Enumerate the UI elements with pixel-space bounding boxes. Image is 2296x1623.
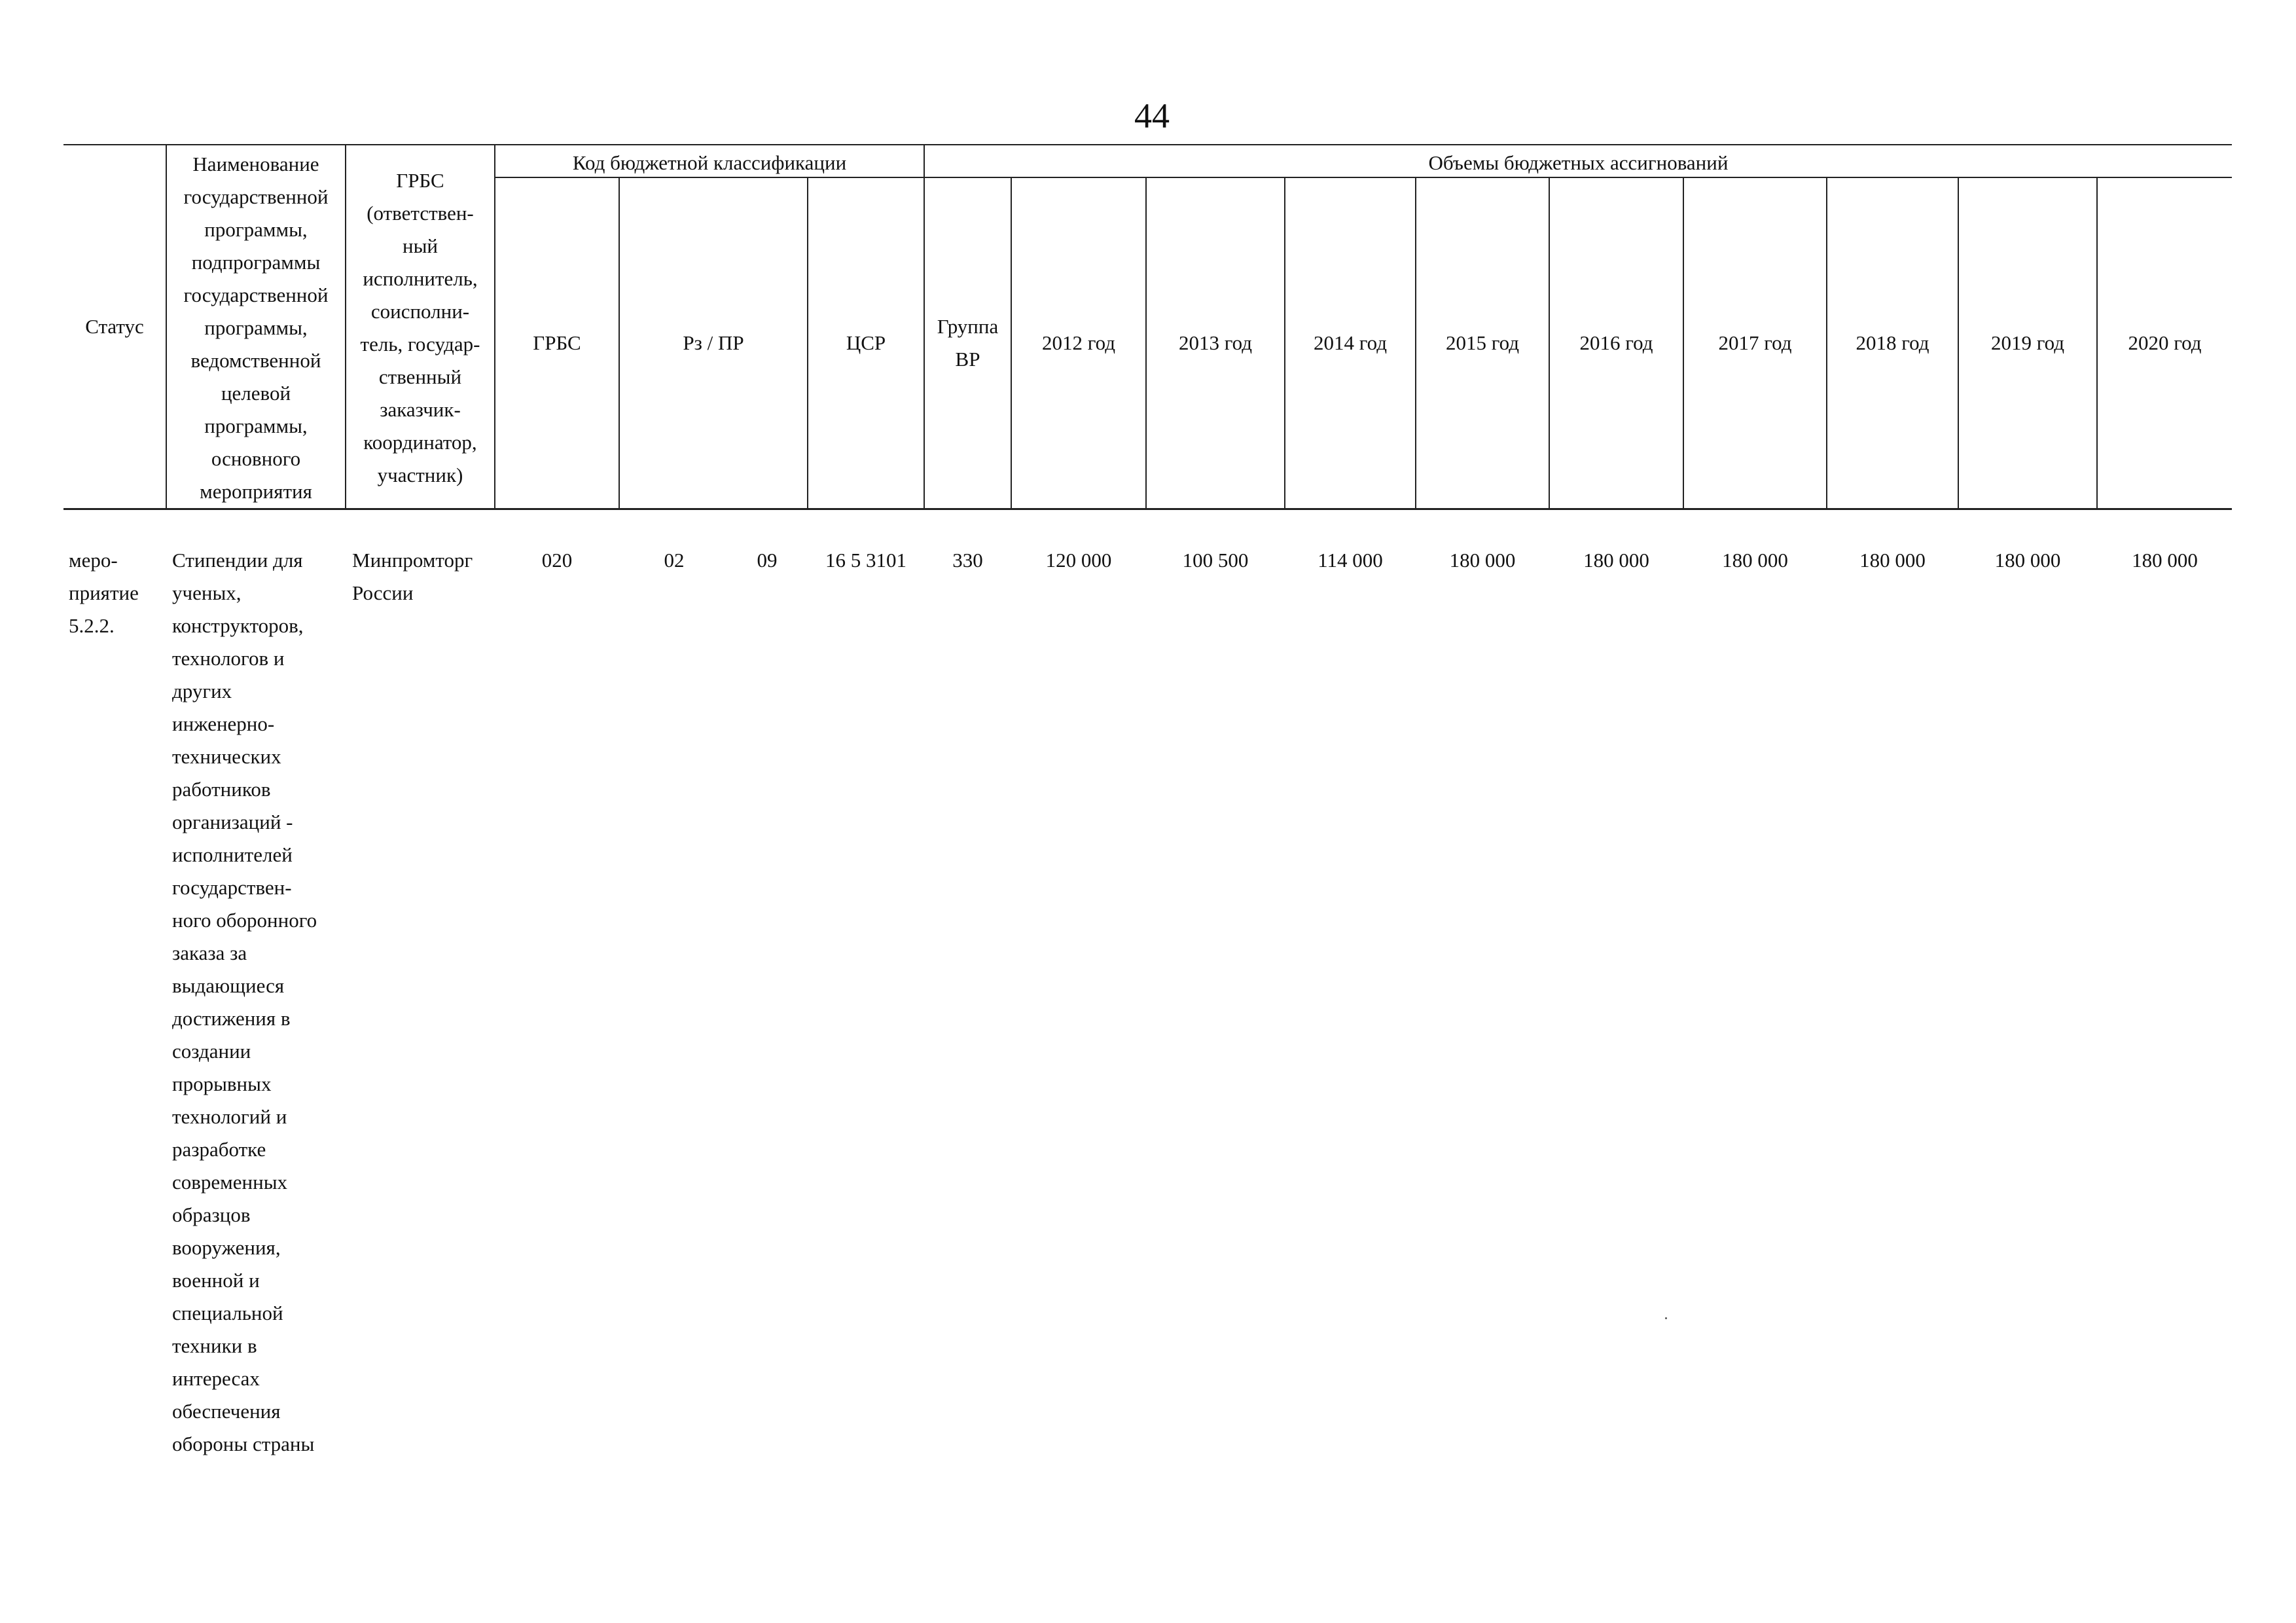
row-value-2016: 180 000 (1583, 549, 1649, 572)
header-grbs-role-label: ГРБС (ответствен- ный исполнитель, соисполни- тель, государ- ственный заказчик- координатор, участник) (360, 169, 480, 486)
row-value-2019: 180 000 (1994, 549, 2061, 572)
header-csr (808, 178, 924, 508)
year-label: 2016 год (1579, 331, 1653, 354)
row-grbs: 020 (541, 549, 573, 572)
header-year-2020 (2098, 178, 2232, 508)
year-label: 2018 год (1856, 331, 1929, 354)
header-status (63, 145, 166, 508)
row-value-2014: 114 000 (1318, 549, 1383, 572)
year-label: 2019 год (1990, 331, 2065, 354)
header-grbs (495, 178, 619, 508)
row-value-2015: 180 000 (1449, 549, 1516, 572)
row-group-vr: 330 (952, 549, 983, 572)
year-label: 2014 год (1313, 331, 1388, 354)
header-year-2016 (1550, 178, 1683, 508)
year-label: 2015 год (1445, 331, 1520, 354)
row-value-2012: 120 000 (1045, 549, 1112, 572)
scan-speck (1665, 1317, 1667, 1319)
header-year-2018 (1827, 178, 1958, 508)
row-csr: 16 5 3101 (825, 549, 906, 572)
page-number: 44 (1134, 96, 1170, 136)
row-pr: 09 (757, 549, 778, 572)
header-year-2017 (1684, 178, 1826, 508)
table-top-border (63, 144, 2232, 145)
row-value-2013: 100 500 (1182, 549, 1249, 572)
year-label: 2013 год (1178, 331, 1253, 354)
header-year-2015 (1416, 178, 1549, 508)
year-label: 2017 год (1718, 331, 1792, 354)
row-value-2017: 180 000 (1722, 549, 1788, 572)
header-budget-volume-group (925, 149, 2232, 177)
row-value-2020: 180 000 (2132, 549, 2198, 572)
header-name (167, 148, 345, 508)
header-budget-code-group-label: Код бюджетной классификации (572, 151, 847, 174)
year-label: 2012 год (1041, 331, 1116, 354)
header-year-2013 (1147, 178, 1284, 508)
header-grbs-label: ГРБС (533, 331, 581, 354)
header-bottom-border (63, 508, 2232, 510)
header-csr-label: ЦСР (846, 331, 886, 354)
header-name-label: Наименование государственной программы, подпрограммы государственной программы, ведомственной целевой программы, основного мероприятия (183, 153, 329, 503)
header-group-vr (925, 178, 1011, 508)
year-label: 2020 год (2128, 331, 2202, 354)
header-group-vr-label: Группа ВР (937, 315, 999, 371)
header-rz-pr (620, 178, 807, 508)
row-name: Стипендии для ученых, конструкторов, технологов и других инженерно- технических работников организаций - исполнителей государствен- ного оборонного заказа за выдающиеся достижения в создании прорывных технологий и разработке современных образцов вооружения, военной и специальной техники в интересах обеспечения обороны страны (172, 549, 317, 1455)
header-year-2014 (1285, 178, 1415, 508)
header-year-2012 (1012, 178, 1145, 508)
header-budget-code-group (495, 149, 924, 177)
row-value-2018: 180 000 (1859, 549, 1926, 572)
row-status: меро- приятие 5.2.2. (69, 549, 139, 637)
header-rz-pr-label: Рз / ПР (683, 331, 744, 354)
header-grbs-role (346, 148, 494, 508)
header-status-label: Статус (85, 315, 144, 338)
row-grbs-role: Минпромторг России (352, 549, 473, 604)
header-year-2019 (1959, 178, 2096, 508)
row-rz: 02 (664, 549, 685, 572)
header-budget-volume-group-label: Объемы бюджетных ассигнований (1428, 151, 1729, 174)
